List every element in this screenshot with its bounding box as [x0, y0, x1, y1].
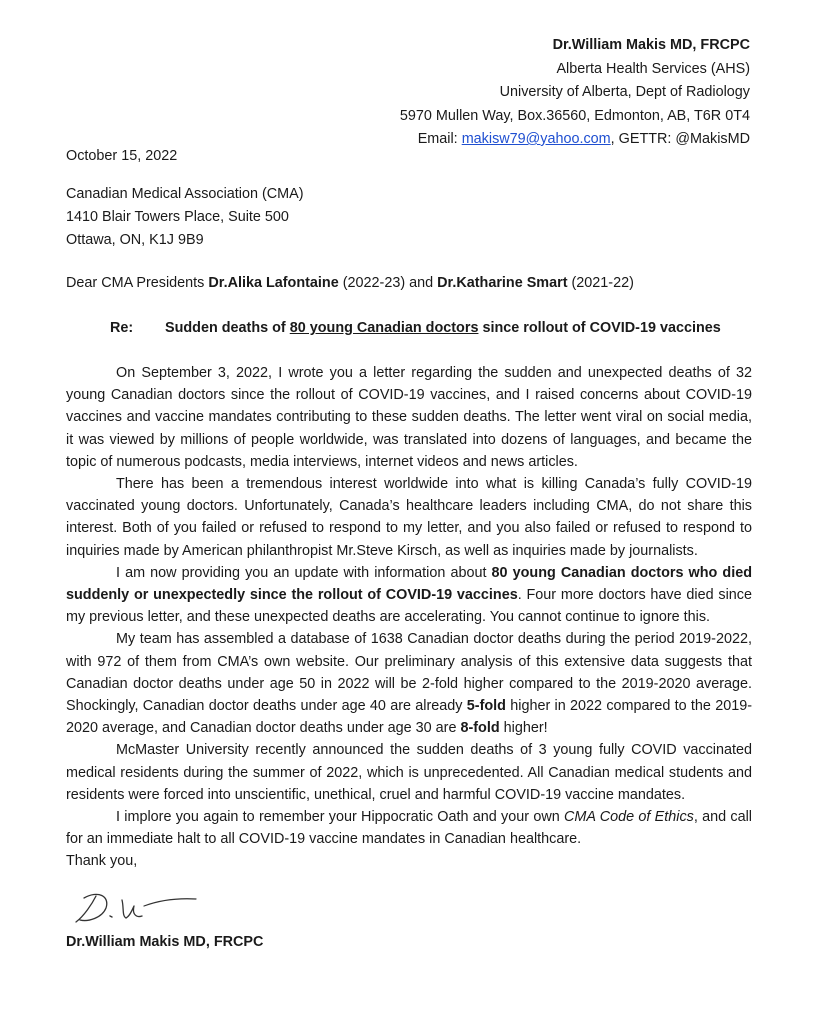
closing: Thank you, [66, 853, 138, 870]
letter-date: October 15, 2022 [66, 148, 178, 164]
p6-text-a: I implore you again to remember your Hippocratic Oath and your own [116, 809, 564, 826]
salutation-name-1: Dr.Alika Lafontaine [208, 275, 339, 291]
paragraph-2: There has been a tremendous interest worldwide into what is killing Canada’s fully COVID-19 vaccinated young doctors. Unfortunately, Canada’s healthcare leaders including CMA, do not share this interest. Both of you failed or refused to respond to my letter, and you also failed or refused to respond to inquiries made by American philanthropist Mr.Steve Kirsch, as well as inquiries made by journalists. [66, 476, 752, 559]
salutation-term-2: (2021-22) [567, 275, 634, 291]
signer-name: Dr.William Makis MD, FRCPC [66, 934, 264, 950]
salutation [66, 273, 634, 295]
subject-pre: Sudden deaths of [165, 320, 290, 336]
p6-text-b: , and call for an immediate halt to all COVID-19 vaccine mandates in Canadian healthcare. [66, 809, 753, 848]
sender-block [400, 34, 750, 152]
p4-text-a: My team has assembled a database of 1638 Canadian doctor deaths during the period 2019-2022, with 972 of them from CMA’s own website. Our preliminary analysis of this extensive data suggests that Canadian doctor deaths under age 50 in 2022 will be 2-fold higher compared to the 2019-2020 average. Shockingly, Canadian doctor deaths under age 40 are already [66, 631, 752, 715]
recipient-line-1: Canadian Medical Association (CMA) [66, 186, 304, 202]
p3-text-a: I am now providing you an update with information about [116, 564, 492, 581]
salutation-name-2: Dr.Katharine Smart [437, 275, 568, 291]
subject-post: since rollout of COVID-19 vaccines [478, 320, 721, 336]
p4-text-b: higher in 2022 compared to the 2019-2020 average, and Canadian doctor deaths under age 30 are [66, 698, 753, 737]
email-link[interactable]: makisw79@yahoo.com [461, 131, 611, 147]
letter-body [66, 362, 752, 873]
paragraph-6 [66, 806, 752, 850]
handwritten-signature [70, 886, 200, 930]
recipient-line-2: 1410 Blair Towers Place, Suite 500 [66, 209, 289, 225]
p4-bold-1: 5-fold [466, 698, 506, 715]
p4-text-c: higher! [499, 720, 548, 737]
email-label: Email: [417, 131, 462, 147]
recipient-line-3: Ottawa, ON, K1J 9B9 [66, 232, 204, 248]
sender-department: University of Alberta, Dept of Radiology [499, 84, 750, 100]
sender-contact [400, 128, 750, 152]
paragraph-4 [66, 628, 752, 739]
paragraph-3 [66, 562, 752, 629]
gettr-handle: , GETTR: @MakisMD [610, 131, 750, 147]
paragraph-1: On September 3, 2022, I wrote you a letter regarding the sudden and unexpected deaths of 32 young Canadian doctors since the rollout of COVID-19 vaccines, and I raised concerns about COVID-19 vaccines and vaccine mandates contributing to these sudden deaths. The letter went viral on social media, it was viewed by millions of people worldwide, was translated into dozens of languages, and became the topic of numerous podcasts, media interviews, internet videos and news articles. [66, 365, 752, 470]
p3-text-b: . Four more doctors have died since my previous letter, and these unexpected deaths are accelerating. You cannot continue to ignore this. [66, 587, 752, 626]
paragraph-5: McMaster University recently announced the sudden deaths of 3 young fully COVID vaccinated medical residents during the summer of 2022, which is unprecedented. All Canadian medical students and residents were forced into unscientific, unethical, cruel and harmful COVID-19 vaccine mandates. [66, 742, 752, 803]
salutation-term-1: (2022-23) and [338, 275, 438, 291]
sender-organization: Alberta Health Services (AHS) [556, 60, 750, 77]
p6-italic: CMA Code of Ethics [564, 809, 694, 826]
subject-line [110, 318, 721, 340]
sender-address: 5970 Mullen Way, Box.36560, Edmonton, AB, T6R 0T4 [399, 107, 750, 124]
p4-bold-2: 8-fold [460, 720, 500, 737]
sender-name: Dr.William Makis MD, FRCPC [552, 37, 750, 53]
salutation-prefix: Dear CMA Presidents [66, 275, 209, 291]
p3-bold: 80 young Canadian doctors who died suddenly or unexpectedly since the rollout of COVID-19 vaccines [66, 564, 752, 604]
recipient-block [66, 183, 304, 252]
subject-re: Re: [110, 320, 134, 336]
subject-underlined: 80 young Canadian doctors [289, 320, 479, 336]
